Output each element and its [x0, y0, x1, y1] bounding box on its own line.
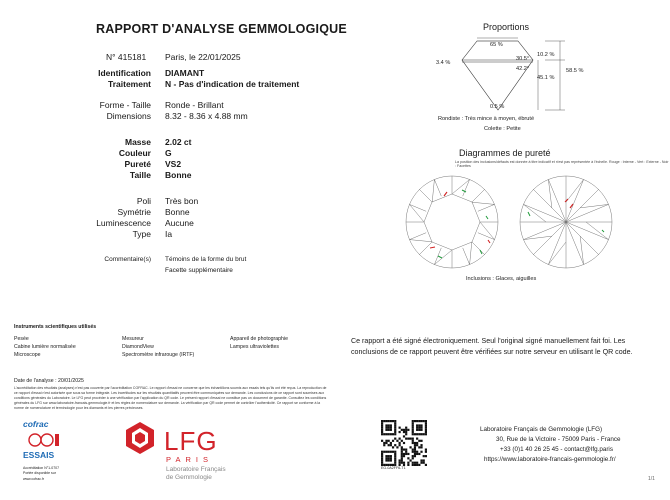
report-title: RAPPORT D'ANALYSE GEMMOLOGIQUE: [96, 22, 347, 36]
analysis-date: Date de l'analyse : 20/01/2025: [14, 378, 84, 384]
field-label: Traitement: [108, 79, 151, 89]
field-label: Masse: [125, 137, 151, 147]
field-label: Pureté: [124, 159, 151, 169]
accreditation-line: www.cofrac.fr: [23, 477, 45, 481]
field-value: Aucune: [165, 218, 194, 228]
legal-disclaimer: L'accréditation des résultats (analyses) n'est pas couverte par l'accréditation COFRAC. Le rapport d'essai ne concerne que les échantillons soumis aux essais tels qu'ils ont été reçus. La reproduction de ce rapport d'essai n'est autorisée que sous sa forme intégrale. Les incertitudes sur les résultats quantitatifs peuvent être communiquées sur demande. Les conclusions de ce rapport sont soumises aux conditions générales du Laboratoire. Le LFG peut procéder à une vérification par l'application du QR code. Le présent rapport d'essai ne constitue pas un document de garantie. Consultez les conditions générales du LFG sur www.laboratoire-francais-gemmologie.fr et les règles de nomenclature sur demande. La vérification par QR code permet de contrôler l'authenticité. Ce rapport se conforme à la norme de nomenclature et terminologie pour les diamants et les pierres précieuses.: [14, 386, 327, 411]
crown-height: 10.2 %: [537, 52, 555, 58]
cofrac-brand: cofrac: [23, 419, 49, 429]
field-value: Ia: [165, 229, 173, 239]
report-number: N° 415181: [106, 52, 147, 62]
girdle-thickness: 3.4 %: [436, 60, 451, 66]
field-row: [0, 148, 330, 159]
field-row: [0, 79, 330, 90]
field-label: Identification: [98, 68, 151, 78]
clarity-scale-note: La position des inclusions/défauts est donnée à titre indicatif et n'est pas représentée à l'échelle. Rouge : Interne - Vert : Externe - Noir : Facettes: [455, 160, 669, 168]
culet-description: Colette : Petite: [484, 126, 521, 132]
lab-address: 30, Rue de la Victoire - 75009 Paris - France: [496, 436, 621, 443]
field-value: Bonne: [165, 170, 192, 180]
signature-note: conclusions de ce rapport peuvent être vérifiées sur notre serveur en utilisant le QR code.: [351, 348, 633, 356]
clarity-diagram-pavilion: [516, 172, 616, 272]
instrument-item: Spectromètre infrarouge (IRTF): [122, 352, 195, 358]
field-row: [0, 68, 330, 79]
cofrac-sub: ESSAIS: [23, 450, 55, 460]
accreditation-line: Accréditation N°1-0707: [23, 466, 60, 470]
cofrac-logo: [21, 418, 67, 462]
field-row: [0, 229, 330, 240]
field-row: [0, 170, 330, 181]
lfg-wordmark: LFG: [164, 426, 218, 456]
field-row: [0, 111, 330, 122]
field-label: Poli: [136, 196, 151, 206]
qr-code[interactable]: [381, 420, 427, 466]
lab-website[interactable]: https://www.laboratoire-francais-gemmologie.fr/: [484, 456, 616, 463]
field-value: 2.02 ct: [165, 137, 192, 147]
instruments-title: Instruments scientifiques utilisés: [14, 324, 97, 330]
field-label: Luminescence: [96, 218, 151, 228]
comment-line: Témoins de la forme du brut: [165, 256, 247, 263]
field-label: Dimensions: [106, 111, 151, 121]
instrument-item: Cabine lumière normalisée: [14, 344, 76, 350]
field-row: [0, 207, 330, 218]
lfg-paris: PARIS: [166, 455, 213, 464]
signature-note: Ce rapport a été signé électroniquement. Seul l'original signé manuellement fait foi. Les: [351, 337, 626, 345]
table-pct: 65 %: [490, 42, 503, 48]
girdle-description: Rondiste : Très mince à moyen, ébruté: [438, 116, 535, 122]
lfg-tagline: de Gemmologie: [166, 474, 212, 481]
instrument-item: Microscope: [14, 352, 41, 358]
field-label: Type: [132, 229, 151, 239]
field-value: Très bon: [165, 196, 199, 206]
clarity-title: Diagrammes de pureté: [459, 148, 551, 158]
lab-name: Laboratoire Français de Gemmologie (LFG): [480, 426, 603, 433]
field-value: VS2: [165, 159, 182, 169]
clarity-diagram-crown: [402, 172, 502, 272]
accreditation-line: Portée disponible sur: [23, 471, 56, 475]
comments-label: Commentaire(s): [104, 256, 151, 263]
pavilion-depth: 45.1 %: [537, 75, 555, 81]
field-value: DIAMANT: [165, 68, 205, 78]
qr-code-id: EG-0A2FF6-T1: [381, 466, 406, 470]
field-value: Bonne: [165, 207, 190, 217]
instrument-item: Appareil de photographie: [230, 336, 288, 342]
field-row: [0, 100, 330, 111]
comment-line: Facette supplémentaire: [165, 267, 233, 274]
field-value: N - Pas d'indication de traitement: [165, 79, 300, 89]
field-row: [0, 159, 330, 170]
inclusions-text: Inclusions : Glaces, aiguilles: [466, 276, 537, 282]
field-label: Taille: [129, 170, 151, 180]
lfg-tagline: Laboratoire Français: [166, 466, 226, 473]
field-value: G: [165, 148, 172, 158]
instrument-item: DiamondView: [122, 344, 154, 350]
report-date: Paris, le 22/01/2025: [165, 52, 241, 62]
instrument-item: Mesureur: [122, 336, 144, 342]
culet-pct: 0.5 %: [490, 104, 505, 110]
pavilion-angle: 42.2°: [516, 66, 530, 72]
field-label: Couleur: [118, 148, 151, 158]
proportions-title: Proportions: [483, 22, 530, 32]
field-value: 8.32 - 8.36 x 4.88 mm: [165, 111, 248, 121]
page-number: 1/1: [648, 476, 655, 482]
field-label: Forme - Taille: [99, 100, 151, 110]
field-row: [0, 218, 330, 229]
lab-contact: +33 (0)1 40 26 25 45 - contact@lfg.paris: [500, 446, 613, 453]
field-value: Ronde - Brillant: [165, 100, 224, 110]
total-depth: 58.5 %: [566, 68, 584, 74]
crown-angle: 30.5°: [516, 56, 530, 62]
field-label: Symétrie: [117, 207, 151, 217]
lfg-logo: [118, 418, 308, 482]
instrument-item: Lampes ultraviolettes: [230, 344, 280, 350]
field-row: [0, 137, 330, 148]
field-row: [0, 196, 330, 207]
instrument-item: Pesée: [14, 336, 29, 342]
